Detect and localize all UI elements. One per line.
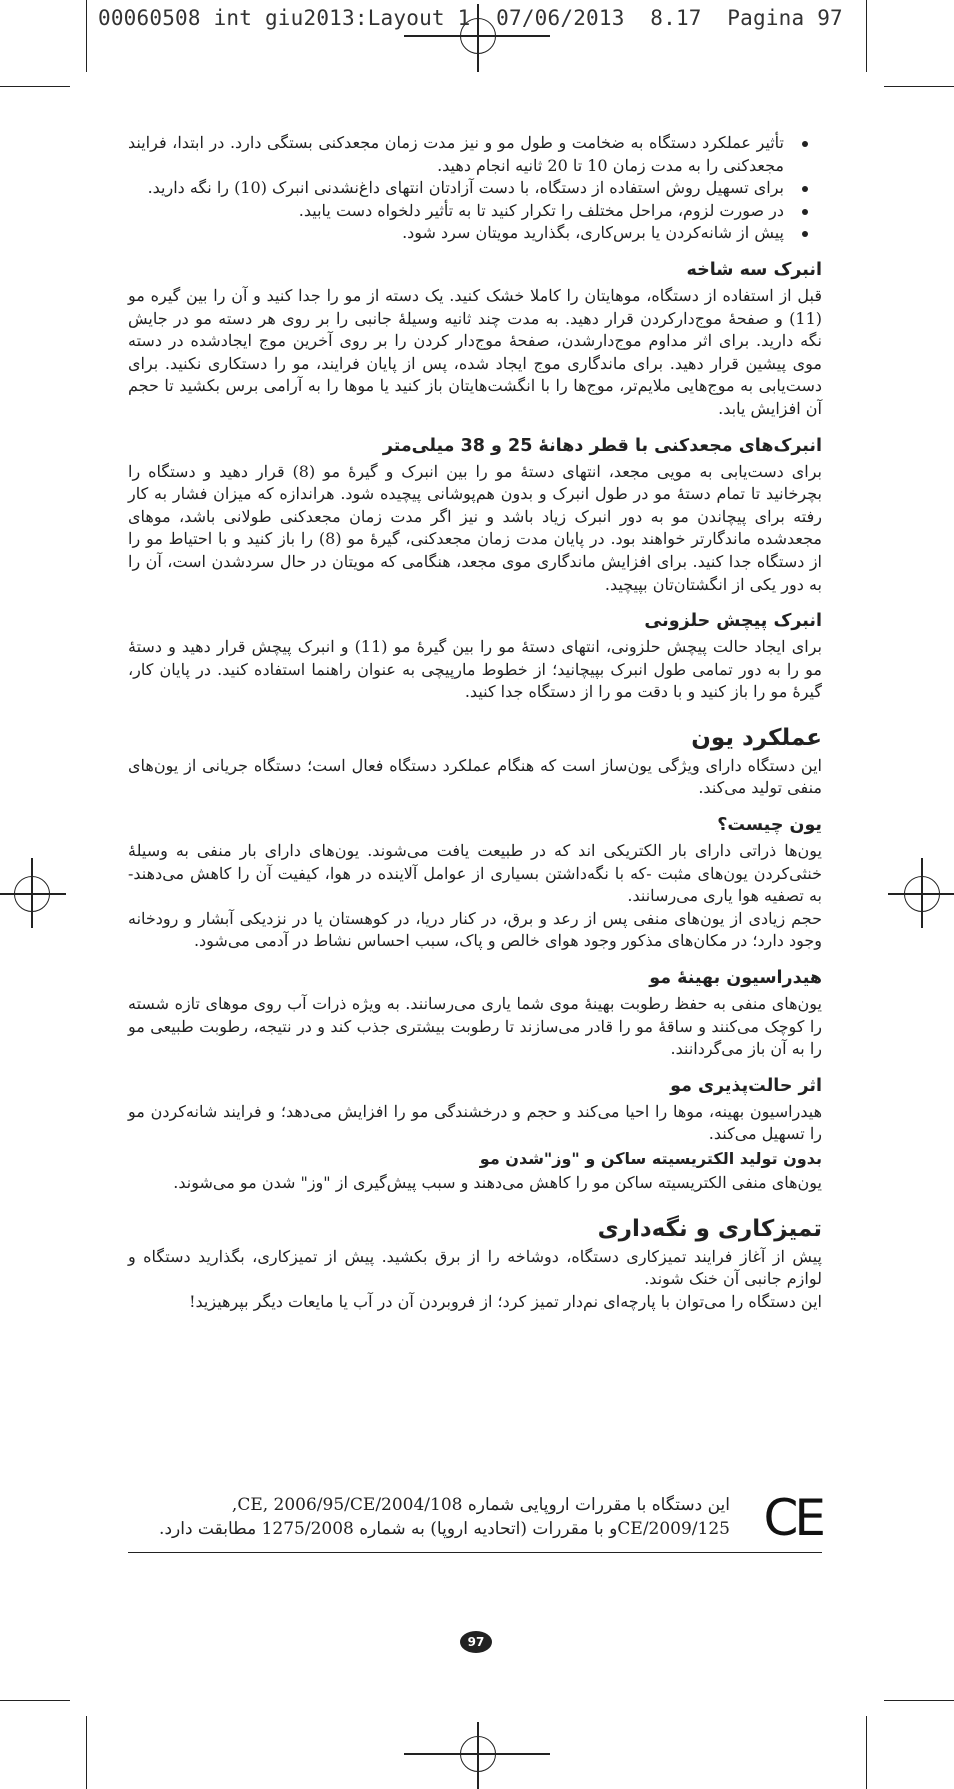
crop-mark: [86, 0, 87, 72]
bullet-icon: [802, 231, 808, 237]
section-body-curling-tongs: برای دست‌یابی به مویی مجعد، انتهای دستهٔ مو را بین انبرک و گیرهٔ مو (8) قرار دهید و دستگاه را بچرخانید تا تمام دستهٔ مو در طول انبرک و بدون هم‌پوشانی پیچیده شود. هراندازه که میزان فشار به کار رفته برای پیچاندن مو به دور انبرک زیاد باشد و نیز اگر مدت زمان مجعدکنی طولانی باشد، موهای مجعدشده ماندگارتر خواهند بود. در پایان مدت زمان مجعدکنی، گیرهٔ مو (8) را باز کنید و با احتیاط مو را از دستگاه جدا کنید. برای افزایش ماندگاری موی مجعد، هنگامی که مویتان در حال سردشدن است، آن را به دور یکی از انگشتان‌تان بپیچید.: [128, 461, 823, 594]
bullet-icon: [802, 186, 808, 192]
section-heading-ion-function: عملکرد یون: [691, 724, 822, 751]
section-heading-curling-tongs: انبرک‌های مجعدکنی با قطر دهانهٔ 25 و 38 میلی‌متر: [382, 435, 822, 456]
section-heading-styling-effect: اثر حالت‌پذیری مو: [670, 1075, 822, 1096]
crop-mark: [884, 1700, 954, 1701]
usage-tips-list: [128, 132, 822, 245]
compliance-block: [128, 1490, 822, 1553]
section-body-styling-effect: هیدراسیون بهینه، موها را احیا می‌کند و حجم و درخشندگی مو را افزایش می‌دهد؛ و فرایند شانه‌کردن مو را تسهیل می‌کند.: [128, 1101, 823, 1144]
compliance-line-1: این دستگاه با مقررات اروپایی شماره 2004/108/CE, 2006/95/CE,: [231, 1495, 730, 1515]
section-body-cleaning-2: این دستگاه را می‌توان با پارچه‌ای نم‌دار تمیز کرد؛ از فروبردن آن در آب یا مایعات دیگر بپرهیزید!: [189, 1291, 822, 1311]
print-slug-header: 00060508 int giu2013:Layout 1 07/06/2013 8.17 Pagina 97: [98, 6, 843, 30]
page-content: [128, 132, 822, 1313]
section-heading-cleaning: تمیزکاری و نگه‌داری: [597, 1215, 822, 1242]
bullet-icon: [802, 209, 808, 215]
section-body-what-is-ion-2: حجم زیادی از یون‌های منفی پس از رعد و برق، در کنار دریا، در کوهستان یا در نزدیکی آبشار و رودخانه وجود دارد؛ در مکان‌های مذکور وجود هوای خالص و پاک، سبب احساس نشاط در آدمی می‌شود.: [128, 908, 822, 951]
list-item: پیش از شانه‌کردن یا برس‌کاری، بگذارید مویتان سرد شود.: [128, 222, 822, 245]
crop-mark: [86, 1716, 87, 1789]
section-body-three-prong: قبل از استفاده از دستگاه، موهایتان را کاملا خشک کنید. یک دسته از مو را جدا کنید و آن را بین گیره مو (11) و صفحهٔ موج‌دارکردن قرار دهید. به مدت چند ثانیه وسیلهٔ جانبی را بر روی هر دسته مو در جایش نگه دارید. برای اثر مداوم موج‌دارشدن، صفحهٔ موج‌دار کردن را بر روی آخرین موج ایجادشده در دسته موی پیشین قرار دهید. برای ماندگاری موج ایجاد شده، پس از پایان فرایند، مو را دستکاری نکنید. برای دست‌یابی به موج‌هایی ملایم‌تر، موج‌ها را با انگشت‌هایتان باز کنید یا موها را به آرامی برس بکشید تا حجم آن افزایش یابد.: [128, 285, 822, 418]
section-body-anti-static: یون‌های منفی الکتریسیته ساکن مو را کاهش می‌دهند و سبب پیش‌گیری از "وز" شدن مو می‌شوند.: [173, 1173, 822, 1192]
list-item: تأثیر عملکرد دستگاه به ضخامت و طول مو و نیز مدت زمان مجعدکنی بستگی دارد. در ابتدا، فرایند مجعدکنی را به مدت زمان 10 تا 20 ثانیه انجام دهید.: [128, 132, 822, 177]
page-number-badge: 97: [460, 1631, 492, 1653]
section-body-what-is-ion-1: یون‌ها ذراتی دارای بار الکتریکی اند که در طبیعت یافت می‌شوند. یون‌های دارای بار منفی به وسیلهٔ خنثی‌کردن یون‌های مثبت -که با نگه‌داشتن بسیاری از عوامل آلاینده در هوا، کیفیت آن را کاهش می‌دهند- به تصفیه هوا یاری می‌رسانند.: [128, 841, 822, 906]
compliance-text: [128, 1493, 730, 1541]
list-item: برای تسهیل روش استفاده از دستگاه، با دست آزادتان انتهای داغ‌نشدنی انبرک (10) را نگه دارید.: [128, 177, 822, 200]
section-heading-spiral: انبرک پیچش حلزونی: [644, 611, 822, 632]
subheading-anti-static: بدون تولید الکتریسیته ساکن و "وز"شدن مو: [479, 1149, 822, 1168]
section-heading-hydration: هیدراسیون بهینهٔ مو: [649, 968, 822, 989]
crop-mark: [0, 86, 70, 87]
section-body-spiral: برای ایجاد حالت پیچش حلزونی، انتهای دستهٔ مو را بین گیرهٔ مو (11) و انبرک پیچش قرار دهید و دستهٔ مو را به دور تمامی طول انبرک بپیچانید؛ از خطوط مارپیچی به عنوان راهنما استفاده کنید. در پایان کار، گیرهٔ مو را باز کنید و با دقت مو را از دستگاه جدا کنید.: [128, 637, 823, 702]
section-body-cleaning-1: پیش از آغاز فرایند تمیزکاری دستگاه، دوشاخه را از برق بکشید. پیش از تمیزکاری، بگذارید دستگاه و لوازم جانبی آن خنک شوند.: [128, 1246, 822, 1289]
crop-mark: [0, 1700, 70, 1701]
section-body-hydration: یون‌های منفی به حفظ رطوبت بهینهٔ موی شما یاری می‌رسانند. به ویژه ذرات آب روی موهای تازه شسته را کوچک می‌کنند و ساقهٔ مو را قادر می‌سازند تا رطوبت بیشتری جذب کند و در نتیجه، رطوبت طبیعی مو را به آن باز می‌گردانند.: [128, 994, 823, 1059]
compliance-line-2: 2009/125/CEو با مقررات (اتحادیه اروپا) به شماره 1275/2008 مطابقت دارد.: [159, 1519, 730, 1539]
section-body-ion-function: این دستگاه دارای ویژگی یون‌ساز است که هنگام عملکرد دستگاه فعال است؛ دستگاه جریانی از یون‌های منفی تولید می‌کند.: [128, 755, 823, 798]
ce-mark-logo: CE: [763, 1489, 822, 1547]
section-heading-what-is-ion: یون چیست؟: [717, 815, 822, 836]
section-heading-three-prong: انبرک سه شاخه: [686, 259, 822, 280]
crop-mark: [884, 86, 954, 87]
list-item: در صورت لزوم، مراحل مختلف را تکرار کنید تا به تأثیر دلخواه دست یابید.: [128, 200, 822, 223]
crop-mark: [866, 1716, 867, 1789]
bullet-icon: [802, 141, 808, 147]
